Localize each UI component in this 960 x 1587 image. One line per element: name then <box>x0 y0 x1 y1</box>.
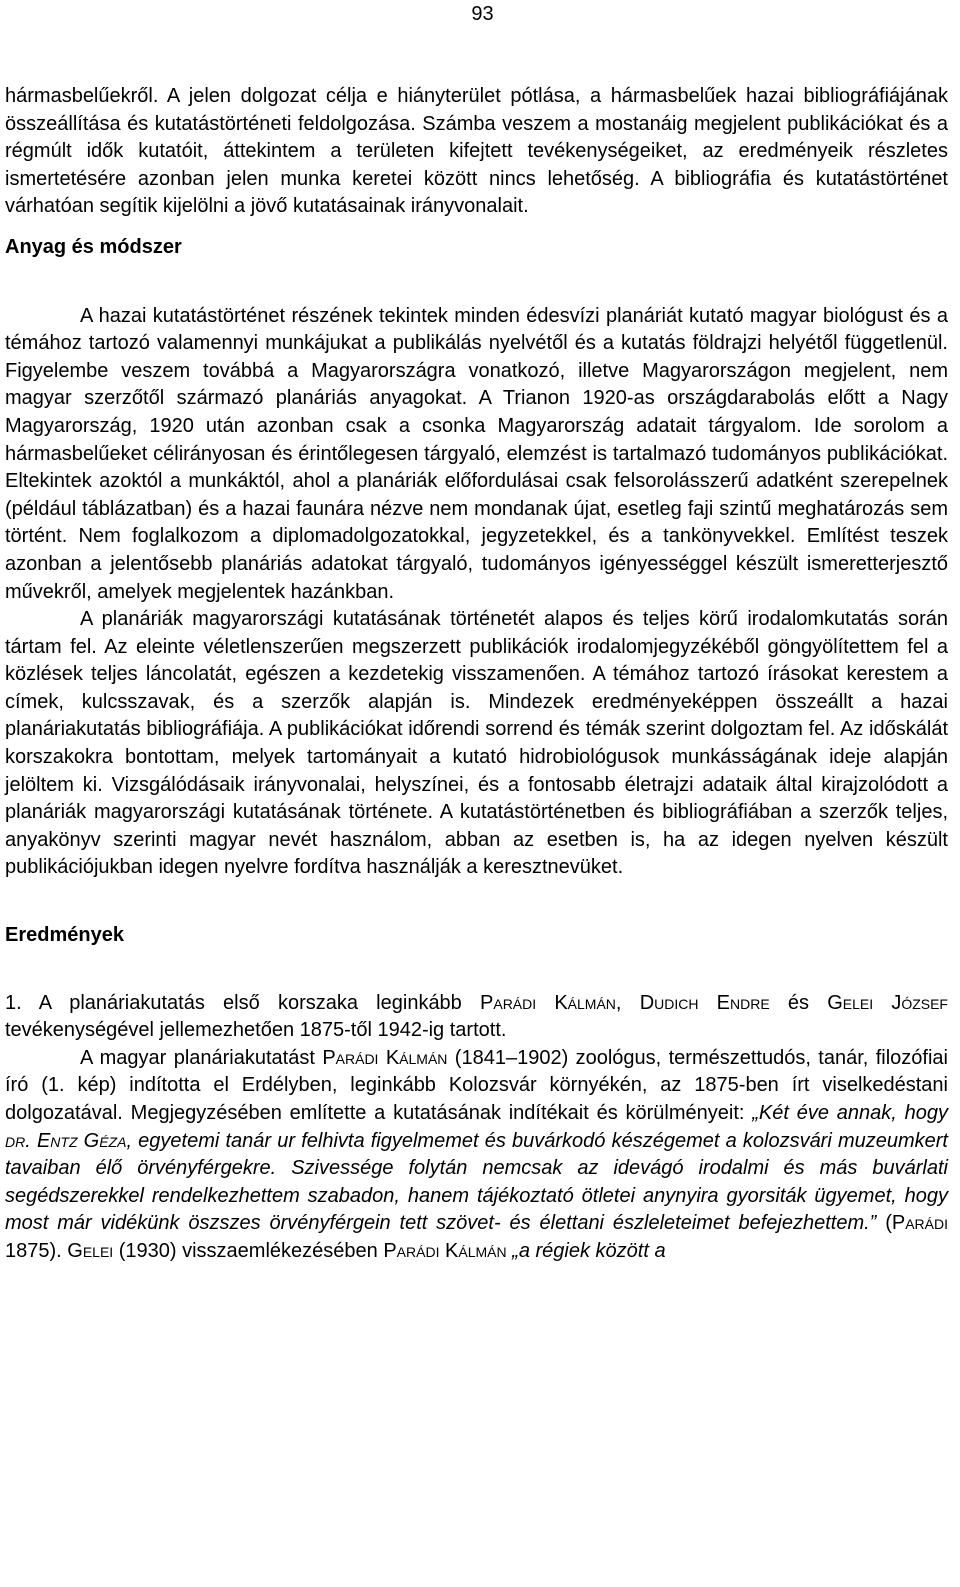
author-name: Dudich Endre <box>639 991 770 1014</box>
results-paragraph-2 <box>5 1045 948 1266</box>
text-run: 1. A planáriakutatás első korszaka leginkább <box>5 991 481 1014</box>
section-heading-results: Eredmények <box>5 924 124 947</box>
author-name: Gelei <box>67 1239 114 1262</box>
quotation: , egyetemi tanár ur felhivta figyelmemet és buvárkodó készégemet a kolozsvári muzeumkert tavaiban élő örvényférgekre. Szivessége folytán nemcsak az idevágó irodalmi és más buvárlati segédszerekkel rendelkezhettem szabadon, hanem tájékoztató ötletei anynyira gyorsiták ügyemet, hogy most már vidékünk öszszes örvényférgein tett szövet- és élettani észleleteimet befejezhettem.” <box>5 1129 948 1235</box>
quotation: „Két éve annak, hogy <box>752 1102 948 1124</box>
methods-paragraph-1: A hazai kutatástörténet részének tekintek minden édesvízi planáriát kutató magyar biológust és a témához tartozó valamennyi munkájukat a publikálás nyelvétől és a kutatás földrajzi helyétől függetlenül. Figyelembe veszem továbbá a Magyarországra vonatkozó, illetve Magyarországon megjelent, nem magyar szerzőtől származó planáriás anyagokat. A Trianon 1920-as országdarabolás előtt a Nagy Magyarország, 1920 után azonban csak a csonka Magyarország adatait tárgyalom. Ide sorolom a hármasbelűeket célirányosan és érintőlegesen tárgyaló, elemzést is tartalmazó tudományos publikációkat. Eltekintek azoktól a munkáktól, ahol a planáriák előfordulásai csak felsorolásszerű adatként szerepelnek (például táblázatban) és a hazai faunára nézve nem mondanak újat, esetleg faji szintű meghatározás sem történt. Nem foglalkozom a diplomadolgozatokkal, jegyzetekkel, és a tankönyvekkel. Említést teszek azonban a jelentősebb planáriás adatokat tárgyaló, tudományos igényességgel készült ismeretterjesztő művekről, amelyek megjelentek hazánkban. <box>5 304 948 603</box>
author-name: Parádi <box>891 1212 949 1235</box>
intro-paragraph: hármasbelűekről. A jelen dolgozat célja e hiányterület pótlása, a hármasbelűek hazai bibliográfiájának összeállítása és kutatástörténeti feldolgozása. Számba veszem a mostanáig megjelent publikációkat és a régmúlt idők kutatóit, áttekintem a területen kifejtett tevékenységeiket, az eredményeik részletes ismertetésére azonban jelen munka keretei között nincs lehetőség. A bibliográfia és kutatástörténet várhatóan segítik kijelölni a jövő kutatásainak irányvonalait. <box>5 85 948 218</box>
methods-paragraph-2: A planáriák magyarországi kutatásának történetét alapos és teljes körű irodalomkutatás során tártam fel. Az eleinte véletlenszerűen megszerzett publikációk irodalomjegyzékéből göngyölítettem fel a közlések teljes láncolatát, egészen a kezdetekig visszamenően. A témához tartozó írásokat kerestem a címek, kulcsszavak, és a szerzők alapján is. Mindezek eredményeképpen összeállt a hazai planáriakutatás bibliográfiája. A publikációkat időrendi sorrend és témák szerint dolgoztam fel. Az időskálát korszakokra bontottam, melyek tartományait a kutató hidrobiológusok munkásságának ideje alapján jelöltem ki. Vizsgálódásaik irányvonalai, helyszínei, és a fontosabb életrajzi adataik által kirajzolódott a planáriák magyarországi kutatásának története. A kutatástörténetben és bibliográfiában a szerzők teljes, anyakönyv szerinti magyar nevét használom, abban az esetben is, ha az idegen nyelven készült publikációjukban idegen nyelvre fordítva használják a keresztnevüket. <box>5 608 948 879</box>
text-run: (1841–1902) zoológus, természettudós, tanár, filozófiai író (1. kép) indította el Erdélyben, leginkább Kolozsvár környékén, az 1875-ben írt viselkedéstani dolgozatával. Megjegyzésében említette a kutatásának indítékait és körülményeit: <box>5 1046 948 1124</box>
text-run: (1930) visszaemlékezésében <box>113 1239 384 1262</box>
quoted-author-name: dr. Entz Géza <box>5 1129 127 1152</box>
text-run: ( <box>876 1212 892 1235</box>
author-name: Parádi Kálmán <box>480 991 616 1014</box>
results-paragraph-1 <box>5 990 948 1045</box>
quotation: „a régiek között a <box>512 1239 666 1262</box>
text-run: , <box>615 991 640 1014</box>
text-run: 1875). <box>5 1239 68 1262</box>
author-name: Gelei József <box>827 991 948 1014</box>
body-text <box>5 83 948 1266</box>
text-run: A magyar planáriakutatást <box>80 1046 323 1069</box>
section-heading-materials-methods: Anyag és módszer <box>5 235 182 258</box>
text-run: tevékenységével jellemezhetően 1875-től 1942-ig tartott. <box>5 1019 507 1042</box>
text-run: és <box>769 991 828 1014</box>
author-name: Parádi Kálmán <box>383 1239 507 1262</box>
page-number: 93 <box>471 3 494 25</box>
author-name: Parádi Kálmán <box>322 1046 448 1069</box>
